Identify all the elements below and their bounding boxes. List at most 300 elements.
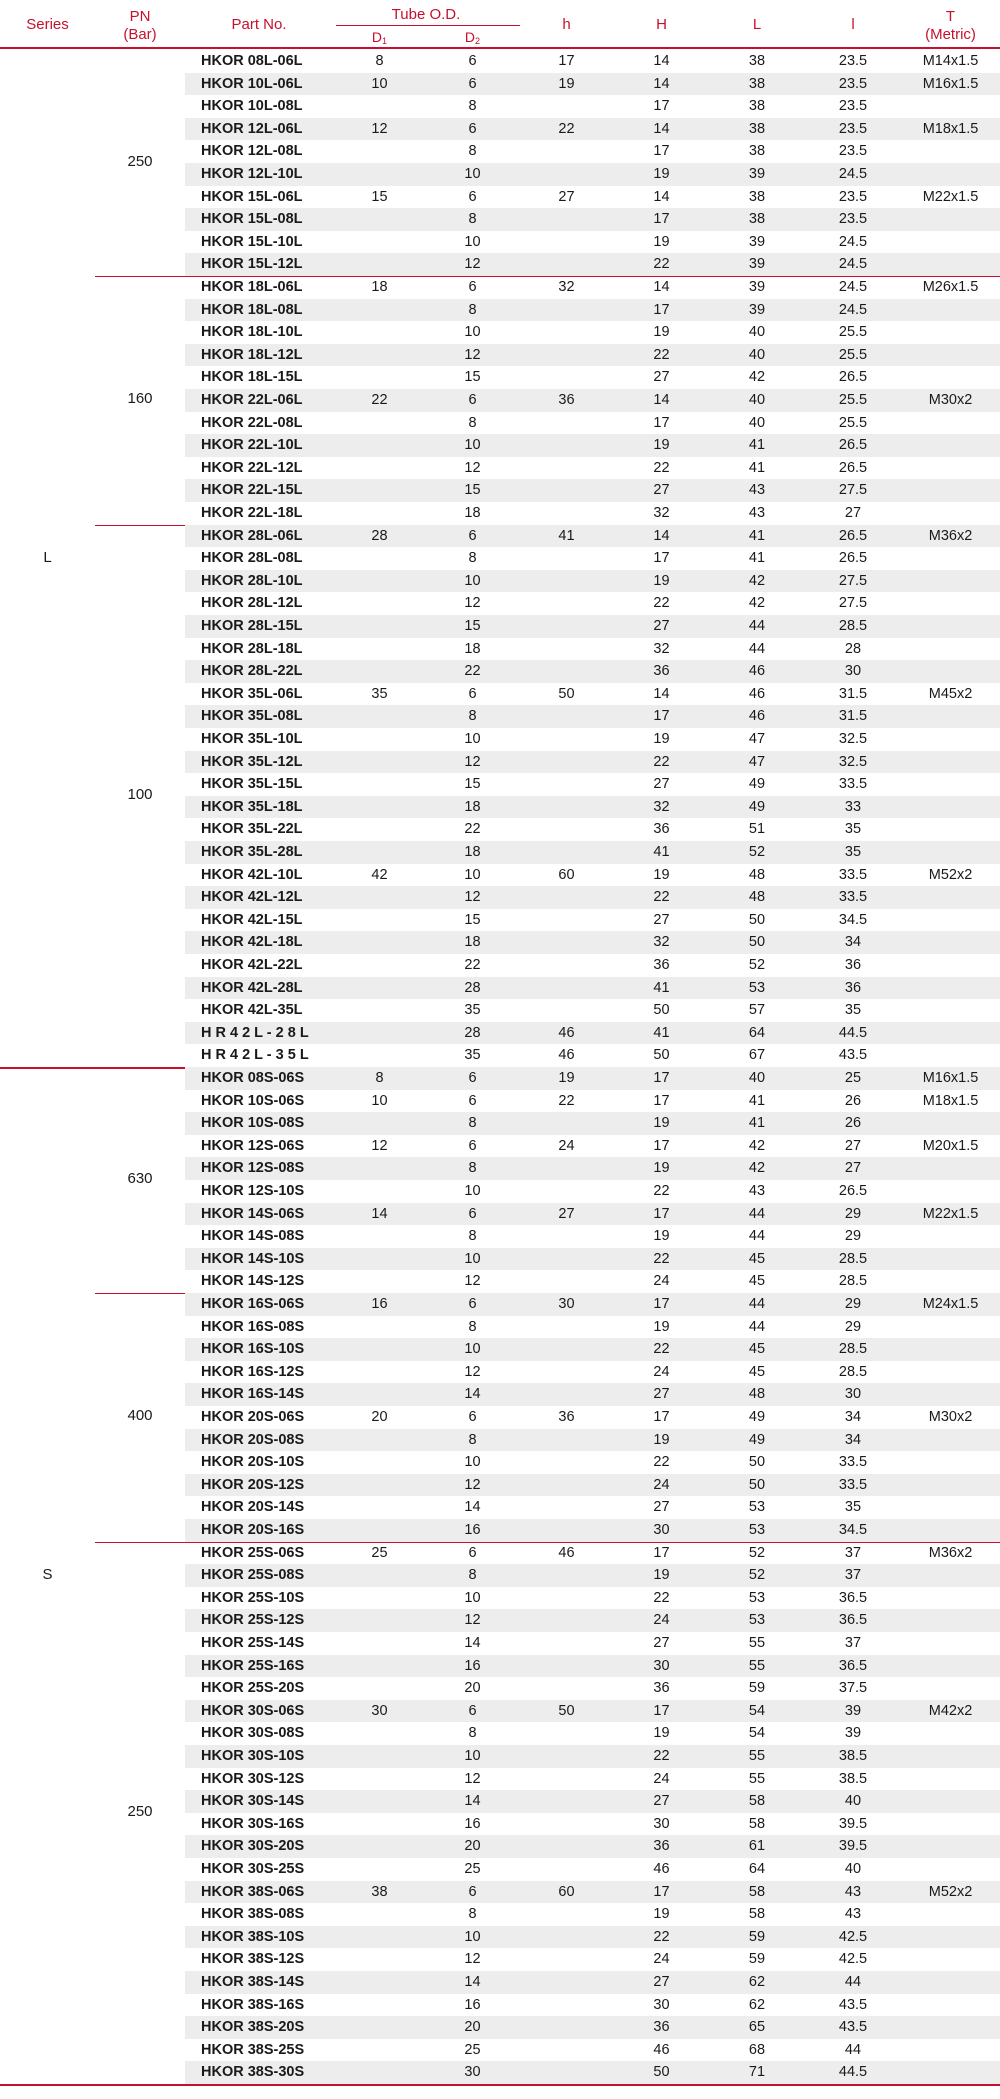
cell-part-no: HKOR 20S-16S — [201, 1522, 305, 1538]
cell-part-no: HKOR 15L-06L — [201, 188, 303, 205]
cell-thread: M30x2 — [928, 1409, 973, 1425]
cell-l-small: 24.5 — [838, 256, 868, 273]
cell-thread — [901, 909, 1000, 932]
cell-l-small: 35 — [844, 844, 862, 860]
cell-h-big: 24 — [653, 1363, 670, 1380]
cell-l-big: 58 — [748, 1815, 766, 1832]
cell-part-no: HKOR 16S-08S — [201, 1318, 305, 1335]
cell-h-big: 22 — [653, 1183, 670, 1199]
cell-thread — [901, 751, 1000, 774]
cell-h-big: 19 — [653, 1160, 670, 1177]
cell-thread — [901, 1948, 1000, 1971]
cell-thread — [901, 163, 1000, 186]
cell-part-no: HKOR 30S-25S — [201, 1861, 305, 1877]
cell-thread — [901, 1112, 1000, 1135]
cell-part-no: HKOR 28L-15L — [201, 618, 303, 634]
cell-d2: 28 — [464, 1024, 481, 1041]
cell-thread — [901, 954, 1000, 977]
cell-d1: 10 — [371, 75, 388, 92]
cell-d2: 15 — [464, 369, 481, 386]
cell-d1 — [333, 796, 426, 819]
cell-part-no: HKOR 38S-12S — [201, 1951, 305, 1968]
cell-l-small: 27 — [844, 1137, 862, 1154]
pn-value: 160 — [127, 390, 153, 408]
cell-h-big: 27 — [653, 1974, 670, 1990]
cell-part-no: HKOR 20S-08S — [201, 1431, 305, 1448]
cell-thread — [901, 1157, 1000, 1180]
cell-part-no: HKOR 35L-28L — [201, 844, 303, 860]
cell-d1 — [333, 457, 426, 480]
cell-d1 — [333, 1451, 426, 1474]
cell-h-big: 32 — [653, 505, 670, 521]
cell-d1 — [333, 344, 426, 367]
cell-d2: 6 — [468, 1092, 477, 1109]
cell-l-big: 50 — [748, 1476, 766, 1493]
cell-thread — [901, 1632, 1000, 1655]
cell-d1 — [333, 909, 426, 932]
cell-l-small: 31.5 — [838, 708, 868, 725]
cell-thread — [901, 2039, 1000, 2062]
cell-part-no: HKOR 35L-22L — [201, 821, 303, 838]
cell-d2: 8 — [468, 1725, 477, 1742]
cell-l-small: 39 — [844, 1702, 862, 1719]
cell-part-no: HKOR 22L-12L — [201, 459, 303, 476]
header-pn — [95, 8, 185, 44]
cell-part-no: HKOR 42L-10L — [201, 866, 303, 883]
cell-thread — [901, 1858, 1000, 1881]
cell-d1 — [333, 977, 426, 1000]
cell-h-small — [519, 1632, 614, 1655]
cell-thread — [901, 818, 1000, 841]
cell-l-big: 50 — [748, 1454, 766, 1471]
cell-l-small: 44 — [844, 2041, 862, 2058]
cell-d2: 8 — [468, 414, 477, 431]
cell-part-no: HKOR 14S-08S — [201, 1228, 305, 1245]
cell-h-big: 22 — [653, 459, 670, 476]
cell-d2: 8 — [468, 550, 477, 567]
cell-l-big: 64 — [748, 1024, 766, 1041]
cell-l-big: 46 — [748, 685, 766, 702]
cell-h-small — [519, 1655, 614, 1678]
cell-part-no: HKOR 15L-12L — [201, 256, 303, 273]
cell-l-big: 42 — [748, 1137, 766, 1154]
cell-d2: 6 — [468, 279, 477, 295]
cell-h-big: 24 — [653, 1476, 670, 1493]
cell-l-small: 26.5 — [838, 1183, 868, 1199]
cell-part-no: HKOR 42L-18L — [201, 934, 303, 951]
cell-l-small: 37 — [844, 1635, 862, 1651]
cell-d2: 10 — [464, 1928, 481, 1945]
cell-d1 — [333, 931, 426, 954]
pn-value: 400 — [127, 1407, 153, 1425]
cell-l-small: 35 — [844, 821, 862, 838]
cell-part-no: HKOR 25S-12S — [201, 1612, 305, 1629]
cell-h-small — [519, 1768, 614, 1791]
cell-d2: 35 — [464, 1002, 481, 1019]
cell-h-small — [519, 1474, 614, 1497]
cell-l-small: 33 — [844, 798, 862, 815]
cell-h-small: 24 — [558, 1137, 575, 1154]
cell-l-big: 50 — [748, 911, 766, 928]
cell-l-small: 36 — [844, 957, 862, 973]
cell-h-small: 50 — [558, 685, 575, 702]
cell-h-small — [519, 1383, 614, 1406]
cell-h-big: 36 — [653, 2019, 670, 2036]
cell-h-big: 14 — [653, 527, 670, 544]
cell-h-small — [519, 1429, 614, 1452]
cell-part-no: H R 4 2 L - 3 5 L — [201, 1047, 309, 1064]
cell-h-big: 14 — [653, 188, 670, 205]
cell-d2: 12 — [464, 459, 481, 476]
cell-h-big: 27 — [653, 618, 670, 634]
cell-h-small — [519, 253, 614, 276]
cell-h-big: 19 — [653, 324, 670, 341]
cell-h-small: 36 — [558, 392, 575, 408]
cell-l-big: 49 — [748, 798, 766, 815]
cell-d2: 6 — [468, 1702, 477, 1719]
cell-d1 — [333, 1429, 426, 1452]
cell-h-small — [519, 796, 614, 819]
cell-l-big: 71 — [748, 2064, 766, 2081]
cell-l-big: 41 — [748, 459, 766, 476]
cell-d2: 8 — [468, 211, 477, 228]
cell-h-big: 22 — [653, 889, 670, 906]
cell-l-big: 42 — [748, 595, 766, 612]
cell-h-big: 22 — [653, 256, 670, 273]
cell-l-big: 39 — [748, 279, 766, 295]
cell-d1: 10 — [371, 1092, 388, 1109]
cell-part-no: HKOR 08L-06L — [201, 53, 303, 69]
cell-h-big: 32 — [653, 640, 670, 657]
cell-d1 — [333, 1903, 426, 1926]
cell-part-no: HKOR 25S-20S — [201, 1680, 305, 1697]
cell-thread — [901, 208, 1000, 231]
cell-l-big: 39 — [748, 256, 766, 273]
cell-d1 — [333, 1519, 426, 1542]
header-t-label: T — [945, 8, 956, 25]
cell-l-big: 53 — [748, 1522, 766, 1538]
cell-thread — [901, 231, 1000, 254]
cell-l-big: 48 — [748, 889, 766, 906]
cell-h-small — [519, 1157, 614, 1180]
cell-part-no: HKOR 25S-06S — [201, 1544, 305, 1561]
cell-l-small: 29 — [844, 1228, 862, 1245]
cell-h-big: 27 — [653, 1499, 670, 1516]
cell-l-small: 38.5 — [838, 1748, 868, 1764]
cell-l-big: 57 — [748, 1002, 766, 1019]
cell-d2: 6 — [468, 53, 477, 69]
cell-h-big: 19 — [653, 233, 670, 250]
cell-l-big: 53 — [748, 1499, 766, 1516]
cell-thread — [901, 1474, 1000, 1497]
cell-d1 — [333, 841, 426, 864]
cell-h-small — [519, 366, 614, 389]
cell-l-big: 52 — [748, 1544, 766, 1561]
cell-d2: 22 — [464, 957, 481, 973]
cell-l-small: 44.5 — [838, 2064, 868, 2081]
cell-thread — [901, 1180, 1000, 1203]
cell-l-small: 26.5 — [838, 437, 868, 454]
pn-value: 250 — [127, 153, 153, 170]
cell-thread: M18x1.5 — [922, 120, 979, 137]
cell-part-no: HKOR 14S-10S — [201, 1250, 305, 1267]
tube-od-divider — [336, 25, 520, 26]
cell-part-no: HKOR 22L-15L — [201, 482, 303, 499]
cell-l-big: 42 — [748, 572, 766, 589]
cell-thread: M36x2 — [928, 527, 973, 544]
cell-d2: 14 — [464, 1974, 481, 1990]
cell-h-big: 17 — [653, 1137, 670, 1154]
cell-thread: M14x1.5 — [922, 53, 979, 69]
cell-l-small: 26.5 — [838, 459, 868, 476]
cell-thread — [901, 547, 1000, 570]
cell-h-big: 46 — [653, 1861, 670, 1877]
cell-d2: 15 — [464, 618, 481, 634]
cell-l-small: 28.5 — [838, 1273, 868, 1290]
cell-part-no: HKOR 15L-10L — [201, 233, 303, 250]
pn-value: 250 — [127, 1802, 153, 1820]
cell-thread — [901, 253, 1000, 276]
cell-h-big: 50 — [653, 1047, 670, 1064]
cell-h-big: 27 — [653, 369, 670, 386]
cell-h-small — [519, 977, 614, 1000]
cell-l-big: 61 — [748, 1838, 766, 1855]
cell-d1 — [333, 570, 426, 593]
cell-h-big: 32 — [653, 934, 670, 951]
cell-l-big: 41 — [748, 1092, 766, 1109]
cell-thread — [901, 999, 1000, 1022]
cell-l-big: 40 — [748, 324, 766, 341]
cell-l-small: 33.5 — [838, 1476, 868, 1493]
cell-h-small — [519, 1722, 614, 1745]
cell-h-small — [519, 231, 614, 254]
cell-part-no: HKOR 28L-06L — [201, 527, 303, 544]
cell-d2: 8 — [468, 1431, 477, 1448]
cell-h-big: 50 — [653, 2064, 670, 2081]
cell-part-no: HKOR 25S-14S — [201, 1635, 305, 1651]
cell-l-big: 47 — [748, 753, 766, 770]
cell-l-big: 54 — [748, 1725, 766, 1742]
cell-thread — [901, 457, 1000, 480]
cell-part-no: HKOR 18L-12L — [201, 346, 303, 363]
cell-h-small — [519, 1519, 614, 1542]
cell-h-big: 17 — [653, 1070, 670, 1086]
cell-l-small: 38.5 — [838, 1770, 868, 1787]
cell-d2: 18 — [464, 505, 481, 521]
cell-d2: 22 — [464, 663, 481, 680]
cell-thread — [901, 841, 1000, 864]
cell-l-small: 39.5 — [838, 1815, 868, 1832]
cell-thread — [901, 1361, 1000, 1384]
cell-l-small: 23.5 — [838, 75, 868, 92]
cell-h-small — [519, 660, 614, 683]
cell-l-big: 45 — [748, 1273, 766, 1290]
cell-h-big: 36 — [653, 663, 670, 680]
cell-part-no: HKOR 35L-06L — [201, 685, 303, 702]
cell-d2: 12 — [464, 889, 481, 906]
cell-d1 — [333, 660, 426, 683]
cell-h-big: 19 — [653, 1228, 670, 1245]
cell-d1 — [333, 1655, 426, 1678]
cell-h-small: 60 — [558, 866, 575, 883]
cell-l-big: 40 — [748, 414, 766, 431]
cell-l-big: 44 — [748, 1296, 766, 1312]
cell-h-small: 41 — [558, 527, 575, 544]
cell-thread — [901, 502, 1000, 525]
cell-h-small: 22 — [558, 120, 575, 137]
cell-part-no: HKOR 20S-06S — [201, 1409, 305, 1425]
cell-thread: M16x1.5 — [922, 75, 979, 92]
cell-d1 — [333, 1971, 426, 1994]
cell-l-big: 55 — [748, 1770, 766, 1787]
cell-d2: 28 — [464, 979, 481, 996]
cell-h-big: 46 — [653, 2041, 670, 2058]
header-pn-label: PN — [129, 8, 151, 25]
cell-part-no: HKOR 16S-12S — [201, 1363, 305, 1380]
cell-part-no: HKOR 38S-14S — [201, 1974, 305, 1990]
cell-d1 — [333, 1338, 426, 1361]
cell-thread — [901, 412, 1000, 435]
cell-d2: 16 — [464, 1657, 481, 1674]
cell-l-small: 40 — [844, 1793, 862, 1810]
cell-d2: 10 — [464, 233, 481, 250]
cell-d2: 12 — [464, 256, 481, 273]
cell-l-big: 42 — [748, 1160, 766, 1177]
cell-d2: 6 — [468, 392, 477, 408]
cell-l-big: 40 — [748, 346, 766, 363]
cell-d2: 20 — [464, 2019, 481, 2036]
cell-d1 — [333, 818, 426, 841]
cell-l-small: 31.5 — [838, 685, 868, 702]
header-t-unit: (Metric) — [925, 26, 976, 43]
cell-l-big: 45 — [748, 1363, 766, 1380]
cell-thread — [901, 1790, 1000, 1813]
cell-h-small — [519, 909, 614, 932]
cell-thread — [901, 773, 1000, 796]
cell-thread — [901, 1383, 1000, 1406]
cell-d2: 16 — [464, 1996, 481, 2013]
cell-h-big: 22 — [653, 1341, 670, 1358]
cell-l-big: 38 — [748, 143, 766, 160]
cell-l-small: 43.5 — [838, 2019, 868, 2036]
cell-h-big: 24 — [653, 1612, 670, 1629]
cell-h-big: 27 — [653, 1793, 670, 1810]
cell-d2: 12 — [464, 753, 481, 770]
cell-thread — [901, 1270, 1000, 1293]
cell-l-small: 33.5 — [838, 776, 868, 793]
cell-d1: 30 — [371, 1702, 388, 1719]
cell-l-small: 37 — [844, 1567, 862, 1584]
cell-h-small — [519, 1745, 614, 1768]
cell-d1: 42 — [371, 866, 388, 883]
cell-l-big: 43 — [748, 1183, 766, 1199]
cell-h-big: 14 — [653, 53, 670, 69]
header-l-small: l — [851, 16, 855, 33]
cell-part-no: HKOR 30S-08S — [201, 1725, 305, 1742]
cell-d1 — [333, 547, 426, 570]
header-part-no: Part No. — [231, 16, 287, 33]
header-series: Series — [26, 16, 69, 33]
cell-d1 — [333, 434, 426, 457]
cell-l-big: 55 — [748, 1748, 766, 1764]
cell-part-no: HKOR 12S-06S — [201, 1137, 305, 1154]
cell-h-small: 50 — [558, 1702, 575, 1719]
cell-l-small: 37 — [844, 1544, 862, 1561]
cell-h-big: 22 — [653, 1250, 670, 1267]
cell-h-big: 17 — [653, 414, 670, 431]
cell-l-small: 27.5 — [838, 482, 868, 499]
cell-l-small: 29 — [844, 1205, 862, 1222]
cell-l-small: 26 — [844, 1115, 862, 1132]
cell-l-big: 58 — [748, 1883, 766, 1900]
cell-d1 — [333, 502, 426, 525]
cell-d2: 18 — [464, 798, 481, 815]
cell-h-small — [519, 1858, 614, 1881]
cell-l-small: 23.5 — [838, 143, 868, 160]
cell-l-big: 40 — [748, 392, 766, 408]
cell-h-big: 36 — [653, 1680, 670, 1697]
cell-part-no: HKOR 22L-10L — [201, 437, 303, 454]
cell-l-small: 26.5 — [838, 550, 868, 567]
cell-h-small — [519, 841, 614, 864]
cell-part-no: HKOR 38S-30S — [201, 2064, 305, 2081]
cell-thread — [901, 1587, 1000, 1610]
cell-part-no: HKOR 20S-12S — [201, 1476, 305, 1493]
cell-l-small: 27 — [844, 505, 862, 521]
cell-h-big: 17 — [653, 143, 670, 160]
cell-l-small: 43 — [844, 1883, 862, 1900]
cell-h-small — [519, 886, 614, 909]
cell-l-big: 46 — [748, 708, 766, 725]
cell-d2: 10 — [464, 572, 481, 589]
header-pn-unit: (Bar) — [123, 26, 157, 43]
cell-thread — [901, 1722, 1000, 1745]
cell-part-no: HKOR 25S-16S — [201, 1657, 305, 1674]
cell-d2: 10 — [464, 1748, 481, 1764]
cell-h-big: 19 — [653, 1567, 670, 1584]
cell-d2: 6 — [468, 75, 477, 92]
cell-thread — [901, 1519, 1000, 1542]
cell-h-big: 22 — [653, 595, 670, 612]
cell-l-big: 41 — [748, 527, 766, 544]
cell-l-big: 59 — [748, 1680, 766, 1697]
cell-h-small — [519, 1496, 614, 1519]
cell-l-big: 55 — [748, 1635, 766, 1651]
cell-thread — [901, 1745, 1000, 1768]
cell-d1: 12 — [371, 120, 388, 137]
cell-h-big: 17 — [653, 211, 670, 228]
cell-l-big: 40 — [748, 1070, 766, 1086]
cell-d1 — [333, 751, 426, 774]
series-value: L — [43, 548, 52, 566]
cell-l-big: 38 — [748, 53, 766, 69]
cell-h-big: 19 — [653, 1431, 670, 1448]
cell-h-small — [519, 1835, 614, 1858]
cell-l-big: 43 — [748, 482, 766, 499]
cell-thread: M24x1.5 — [922, 1296, 979, 1312]
cell-h-big: 17 — [653, 1702, 670, 1719]
cell-l-big: 67 — [748, 1047, 766, 1064]
cell-d2: 14 — [464, 1635, 481, 1651]
cell-h-big: 14 — [653, 75, 670, 92]
cell-thread — [901, 705, 1000, 728]
cell-l-small: 28.5 — [838, 1250, 868, 1267]
cell-l-big: 59 — [748, 1928, 766, 1945]
cell-d2: 12 — [464, 1951, 481, 1968]
cell-l-small: 34 — [844, 1431, 862, 1448]
cell-part-no: HKOR 12L-08L — [201, 143, 303, 160]
cell-d2: 8 — [468, 1160, 477, 1177]
